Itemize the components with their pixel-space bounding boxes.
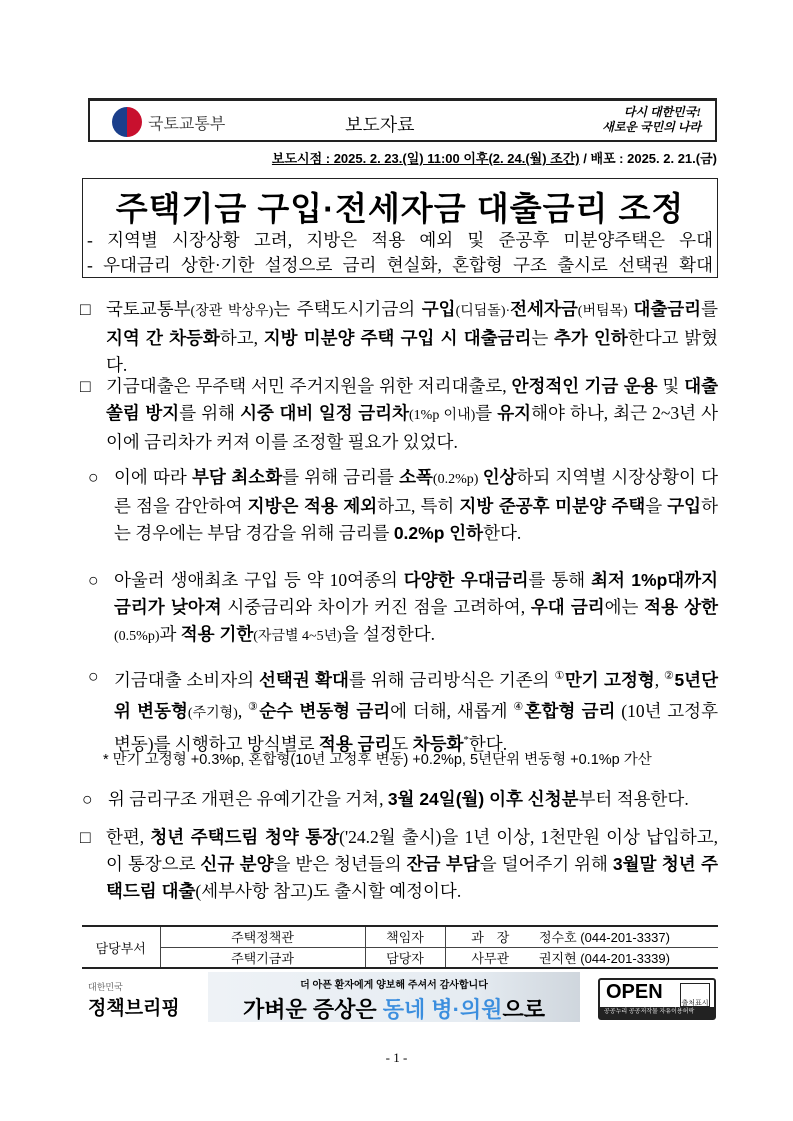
- text-segment: ③: [247, 700, 260, 713]
- emphasis-text: 구입: [421, 299, 456, 319]
- text-segment: 를 위해 금리방식은 기존의: [348, 669, 555, 690]
- text-segment: (버팀목): [577, 304, 634, 319]
- text-segment: (1%p 이내): [409, 408, 476, 423]
- banner-line: 더 아픈 환자에게 양보해 주셔서 감사합니다: [300, 980, 488, 991]
- emphasis-text: 5년단위 변동형: [114, 669, 718, 721]
- text-segment: 한다.: [483, 523, 522, 543]
- text-segment: 해야 하나, 최근 2~3년 사이에 금리차가 커져 이를 조정할 필요가 있었다.: [106, 403, 719, 452]
- text-segment: 을 덜어주기 위해: [479, 854, 613, 874]
- emphasis-text: 부담 최소화: [191, 467, 283, 487]
- division: 주택기금과: [160, 947, 365, 968]
- bullet-paragraph: [88, 567, 719, 650]
- office: 주택정책관: [160, 926, 365, 947]
- slogan-line: 새로운 국민의 나라: [602, 120, 701, 134]
- emphasis-text: 다양한 우대금리: [403, 570, 529, 590]
- emphasis-text: 구입: [667, 496, 702, 516]
- footnote: * 만기 고정형 +0.3%p, 혼합형(10년 고정후 변동) +0.2%p, 5년단위 변동형 +0.1%p 가산: [103, 752, 652, 768]
- banner-headline: [208, 993, 580, 1024]
- text-segment: ,: [237, 700, 248, 721]
- policy-briefing-logo[interactable]: [88, 980, 180, 1020]
- text-segment: ,: [654, 669, 665, 690]
- logo-text: 정책브리핑: [88, 998, 180, 1019]
- emphasis-text: 신규 분양: [200, 854, 274, 874]
- text-segment: ('24.2월 출시)을 1년 이상, 1천만원 이상 납입하고, 이 통장으로: [106, 827, 719, 874]
- text-segment: 을: [645, 496, 668, 516]
- emphasis-text: 3월말 청년 주택드림 대출: [106, 854, 719, 901]
- emphasis-text: 잔금 부담: [406, 854, 480, 874]
- banner-highlight: 동네 병·의원: [382, 997, 503, 1022]
- banner-text: 으로: [502, 997, 545, 1022]
- emphasis-text: 만기 고정형: [564, 669, 655, 690]
- open-label: OPEN: [606, 981, 663, 1003]
- attribution-icon: 출처표시: [680, 983, 710, 1007]
- emphasis-text: 지방 미분양 주택 구입 시 대출금리: [263, 328, 532, 348]
- body-paragraph: [80, 296, 719, 379]
- ministry-name: 국토교통부: [148, 116, 226, 133]
- circle-bullet-icon: ○: [88, 570, 99, 590]
- release-dateline: [272, 148, 717, 167]
- text-segment: 하고,: [219, 328, 264, 348]
- checkbox-bullet-icon: □: [80, 827, 91, 847]
- text-segment: 기금대출 소비자의: [114, 669, 260, 690]
- text-segment: 및: [657, 376, 685, 396]
- release-time: 보도시점 : 2025. 2. 23.(일) 11:00 이후(2. 24.(월) 조간): [271, 151, 580, 166]
- text-segment: 는 주택도시기금의: [273, 299, 422, 319]
- emphasis-text: 대출금리: [633, 299, 702, 319]
- text-segment: 에 더해, 새롭게: [390, 700, 514, 721]
- bullet-paragraph: [88, 464, 718, 547]
- emphasis-text: 최저 1%p대까지 금리가 낮아져: [114, 570, 719, 617]
- text-segment: (0.2%p): [432, 472, 483, 487]
- emphasis-text: 적용 기한: [180, 624, 254, 644]
- emphasis-text: 지역 간 차등화: [106, 328, 220, 348]
- text-segment: 을 받은 청년들의: [273, 854, 407, 874]
- text-segment: ②: [664, 670, 675, 682]
- distribution-date: 배포 : 2025. 2. 21.(금): [590, 151, 717, 166]
- slogan: [602, 105, 701, 135]
- subtitle: - 우대금리 상한·기한 설정으로 금리 현실화, 혼합형 구조 출시로 선택권 확대: [87, 255, 713, 275]
- emphasis-text: 지방은 적용 제외: [247, 496, 378, 516]
- emphasis-text: 청년 주택드림 청약 통장: [150, 827, 340, 847]
- campaign-banner[interactable]: [208, 972, 580, 1022]
- text-segment: 위 금리구조 개편은 유예기간을 거쳐,: [108, 789, 388, 809]
- bullet-paragraph: [88, 663, 718, 757]
- text-segment: 를 통해: [528, 570, 592, 590]
- text-segment: ①: [554, 670, 565, 682]
- checkbox-bullet-icon: □: [80, 299, 91, 319]
- contact-name: 권지현 (044-201-3339): [535, 947, 718, 968]
- emphasis-text: 시중 대비 일정 금리차: [240, 403, 409, 423]
- text-segment: 이에 따라: [114, 467, 192, 487]
- emphasis-text: 인상: [482, 467, 517, 487]
- contact-title: 사무관: [445, 947, 535, 968]
- emphasis-text: 안정적인 기금 운용: [511, 376, 658, 396]
- text-segment: 아울러 생애최초 구입 등 약 10여종의: [114, 570, 404, 590]
- emphasis-text: 유지: [497, 403, 532, 423]
- header-box: [88, 98, 717, 142]
- text-segment: 부터 적용한다.: [578, 789, 689, 809]
- slogan-line: 다시 대한민국!: [623, 105, 701, 119]
- page-title: 주택기금 구입·전세자금 대출금리 조정: [115, 190, 685, 227]
- title-box: [82, 178, 718, 278]
- emphasis-text: 순수 변동형 금리: [259, 700, 391, 721]
- text-segment: (10년 고정후 변동)를 시행하고 방식별로: [114, 700, 718, 754]
- text-segment: 하는 경우에는 부담 경감을 위해 금리를: [114, 496, 718, 543]
- text-segment: 국토교통부: [106, 299, 191, 319]
- emphasis-text: 대출쏠림 방지: [106, 376, 718, 423]
- emphasis-text: 선택권 확대: [259, 669, 349, 690]
- text-segment: (0.5%p): [114, 629, 160, 644]
- body-paragraph: [80, 824, 719, 905]
- document-type: 보도자료: [345, 115, 415, 135]
- emphasis-text: 지방 준공후 미분양 주택: [459, 496, 646, 516]
- text-segment: (세부사항 참고)도 출시할 예정이다.: [195, 881, 462, 901]
- emphasis-text: 추가 인하: [553, 328, 628, 348]
- text-segment: ④: [513, 700, 525, 713]
- emphasis-text: 적용 금리: [318, 733, 392, 754]
- text-segment: 를 위해: [179, 403, 241, 423]
- contact-title: 과 장: [445, 926, 535, 947]
- contact-table: [82, 925, 718, 969]
- text-segment: 에는: [604, 597, 645, 617]
- text-segment: 을 설정한다.: [341, 624, 436, 644]
- text-segment: (디딤돌)·: [455, 304, 511, 319]
- text-segment: 를 위해 금리를: [282, 467, 400, 487]
- license-text: 공공누리 공공저작물 자유이용허락: [600, 1007, 714, 1018]
- text-segment: (주기형): [187, 705, 238, 721]
- emphasis-text: 3월 24일(월) 이후 신청분: [387, 789, 579, 809]
- emphasis-text: 혼합형 금리: [524, 700, 616, 721]
- emphasis-text: 적용 상한: [644, 597, 718, 617]
- text-segment: 하되 지역별 시장상황이 다른 점을 감안하여: [114, 467, 718, 516]
- circle-bullet-icon: ○: [88, 666, 99, 686]
- open-license-badge: [598, 978, 716, 1020]
- page-number: - 1 -: [385, 1050, 408, 1065]
- role: 담당자: [365, 947, 445, 968]
- emphasis-text: 0.2%p 인하: [393, 523, 484, 543]
- text-segment: 시중금리와 차이가 커진 점을 고려하여,: [221, 597, 531, 617]
- text-segment: 한다.: [468, 733, 508, 754]
- circle-bullet-icon: ○: [82, 789, 93, 809]
- subtitle: - 지역별 시장상황 고려, 지방은 적용 예외 및 준공후 미분양주택은 우대: [87, 230, 713, 250]
- text-segment: 를: [475, 403, 498, 423]
- text-segment: 한편,: [106, 827, 151, 847]
- emphasis-text: 우대 금리: [530, 597, 605, 617]
- emphasis-text: 전세자금: [510, 299, 578, 319]
- banner-text: 가벼운 증상은: [243, 997, 383, 1022]
- text-segment: 는: [531, 328, 554, 348]
- text-segment: 를: [701, 299, 718, 319]
- separator: /: [579, 151, 591, 166]
- government-emblem-icon: [112, 107, 142, 137]
- dept-label: 담당부서: [82, 926, 160, 968]
- bullet-paragraph: [82, 786, 718, 813]
- text-segment: (자금별 4~5년): [253, 629, 342, 644]
- checkbox-bullet-icon: □: [80, 376, 91, 396]
- text-segment: (장관 박상우): [190, 304, 274, 319]
- body-paragraph: [80, 373, 719, 456]
- text-segment: 과: [159, 624, 181, 644]
- emphasis-text: 차등화: [412, 733, 464, 754]
- text-segment: 도: [391, 733, 413, 754]
- contact-name: 정수호 (044-201-3337): [535, 926, 718, 947]
- logo-small-text: 대한민국: [88, 982, 123, 992]
- text-segment: 기금대출은 무주택 서민 주거지원을 위한 저리대출로,: [106, 376, 512, 396]
- role: 책임자: [365, 926, 445, 947]
- emphasis-text: 소폭: [399, 467, 433, 487]
- text-segment: 하고, 특히: [377, 496, 460, 516]
- circle-bullet-icon: ○: [88, 467, 99, 487]
- text-segment: 한다고 밝혔다.: [106, 328, 719, 375]
- text-segment: *: [463, 733, 469, 746]
